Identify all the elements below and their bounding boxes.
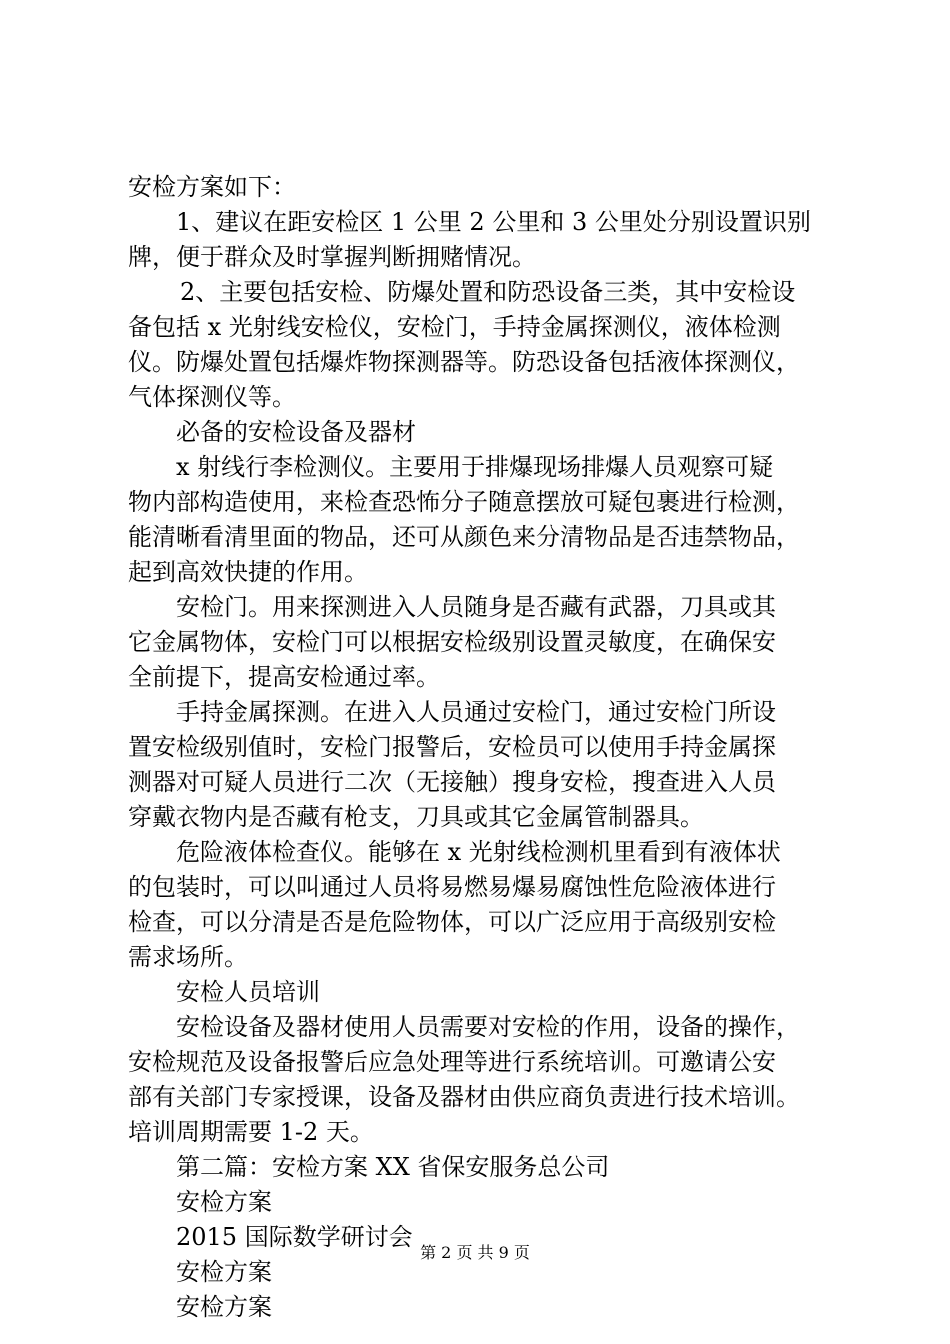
document-line: 物内部构造使用，来检查恐怖分子随意摆放可疑包裹进行检测，	[128, 488, 800, 516]
page-footer: 第 2 页 共 9 页	[420, 1243, 530, 1262]
document-line: 安检方案如下：	[128, 173, 296, 201]
document-line: x 射线行李检测仪。主要用于排爆现场排爆人员观察可疑	[176, 453, 774, 481]
document-line: 1、建议在距安检区 1 公里 2 公里和 3 公里处分别设置识别	[176, 208, 811, 236]
document-line: 需求场所。	[128, 943, 248, 971]
document-line: 起到高效快捷的作用。	[128, 558, 368, 586]
document-line: 安检方案	[176, 1293, 272, 1321]
document-line: 安检人员培训	[176, 978, 320, 1006]
document-line: 测器对可疑人员进行二次（无接触）搜身安检，搜查进入人员	[128, 768, 776, 796]
document-line: 仪。防爆处置包括爆炸物探测器等。防恐设备包括液体探测仪，	[128, 348, 800, 376]
document-line: 安检方案	[176, 1188, 272, 1216]
document-line: 安检门。用来探测进入人员随身是否藏有武器，刀具或其	[176, 593, 776, 621]
document-line: 部有关部门专家授课，设备及器材由供应商负责进行技术培训。	[128, 1083, 800, 1111]
document-body	[128, 170, 828, 1325]
document-line: 全前提下，提高安检通过率。	[128, 663, 440, 691]
document-line: 培训周期需要 1-2 天。	[128, 1118, 374, 1146]
document-line: 2015 国际数学研讨会	[176, 1223, 413, 1251]
document-line: 危险液体检查仪。能够在 x 光射线检测机里看到有液体状	[176, 838, 781, 866]
document-line: 第二篇：安检方案 XX 省保安服务总公司	[176, 1153, 610, 1181]
document-line: 必备的安检设备及器材	[176, 418, 416, 446]
document-line: 气体探测仪等。	[128, 383, 296, 411]
document-line: 手持金属探测。在进入人员通过安检门，通过安检门所设	[176, 698, 776, 726]
document-line: 安检方案	[176, 1258, 272, 1286]
document-line: 备包括 x 光射线安检仪，安检门，手持金属探测仪，液体检测	[128, 313, 781, 341]
document-line: 置安检级别值时，安检门报警后，安检员可以使用手持金属探	[128, 733, 776, 761]
document-line: 安检设备及器材使用人员需要对安检的作用，设备的操作，	[176, 1013, 800, 1041]
document-line: 的包装时，可以叫通过人员将易燃易爆易腐蚀性危险液体进行	[128, 873, 776, 901]
document-line: 2、主要包括安检、防爆处置和防恐设备三类，其中安检设	[180, 278, 796, 306]
document-line: 牌，便于群众及时掌握判断拥赌情况。	[128, 243, 536, 271]
document-line: 能清晰看清里面的物品，还可从颜色来分清物品是否违禁物品，	[128, 523, 800, 551]
document-line: 穿戴衣物内是否藏有枪支，刀具或其它金属管制器具。	[128, 803, 704, 831]
document-line: 安检规范及设备报警后应急处理等进行系统培训。可邀请公安	[128, 1048, 776, 1076]
document-line: 它金属物体，安检门可以根据安检级别设置灵敏度，在确保安	[128, 628, 776, 656]
document-line: 检查，可以分清是否是危险物体，可以广泛应用于高级别安检	[128, 908, 776, 936]
